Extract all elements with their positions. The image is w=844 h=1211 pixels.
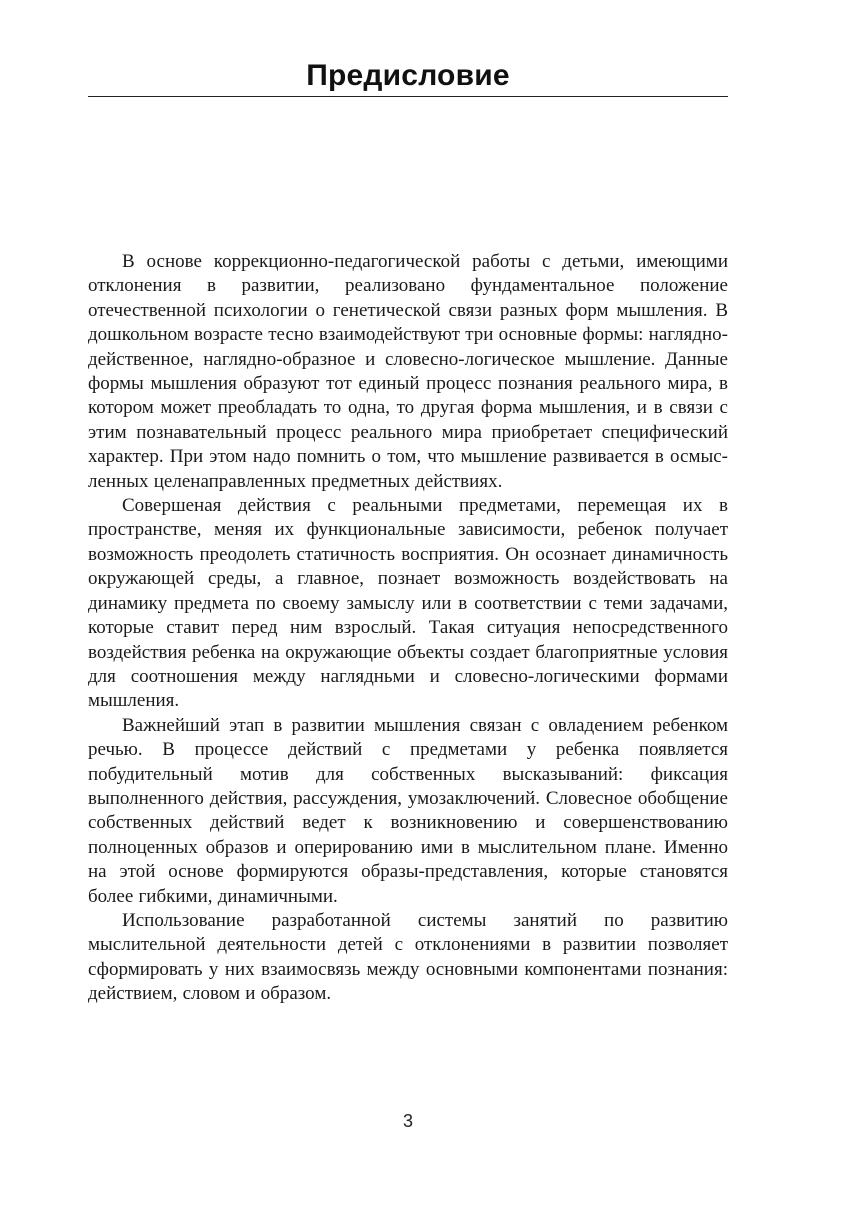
paragraph-1: В основе коррекционно-педагогической работы с детьми, имеющими отклонения в развитии, реализовано фундаментальное положение отечественной психологии о генетической связи разных форм мышления. В дошкольном возрасте тесно взаимодействуют три основные формы: наглядно-действенное, наглядно-образное и словесно-логическое мышление. Данные формы мышления образуют тот единый процесс познания реального мира, в котором может преобладать то одна, то другая форма мышления, и в связи с этим познавательный процесс реального мира приобретает специфический характер. При этом надо помнить о том, что мышление развивается в осмысленных целенаправленных предметных действиях.	[88, 251, 728, 492]
paragraph-2: Совершеная действия с реальными предметами, перемещая их в пространстве, меняя их функциональные зависимости, ребенок получает возможность преодолеть статичность восприятия. Он осознает динамичность окружающей среды, а главное, познает возможность воздействовать на динамику предмета по своему замыслу или в соответствии с теми задачами, которые ставит перед ним взрослый. Такая ситуация непосредственного воздействия ребенка на окружающие объекты создает благоприятные условия для соотношения между наглядньми и словесно-логическими формами мышления.	[88, 495, 728, 712]
page-number: 3	[402, 1111, 413, 1131]
title-underline	[88, 96, 728, 97]
body-text	[88, 250, 728, 1007]
paragraph-4: Использование разработанной системы занятий по развитию мыслительной деятельности детей с отклонениями в развитии позволяет сформировать у них взаимосвязь между основными компонентами познания: действием, словом и образом.	[88, 909, 728, 1005]
paragraph-3: Важнейший этап в развитии мышления связан с овладением ребенком речью. В процессе действий с предметами у ребенка появляется побудительный мотив для собственных высказываний: фиксация выполненного действия, рассуждения, умозаключений. Словесное обобщение собственных действий ведет к возникновению и совершенствованию полноценных образов и оперированию ими в мыслительном плане. Именно на этой основе формируются образы-представления, которые становятся более гибкими, динамичными.	[88, 714, 728, 907]
page-title: Предисловие	[306, 59, 510, 92]
